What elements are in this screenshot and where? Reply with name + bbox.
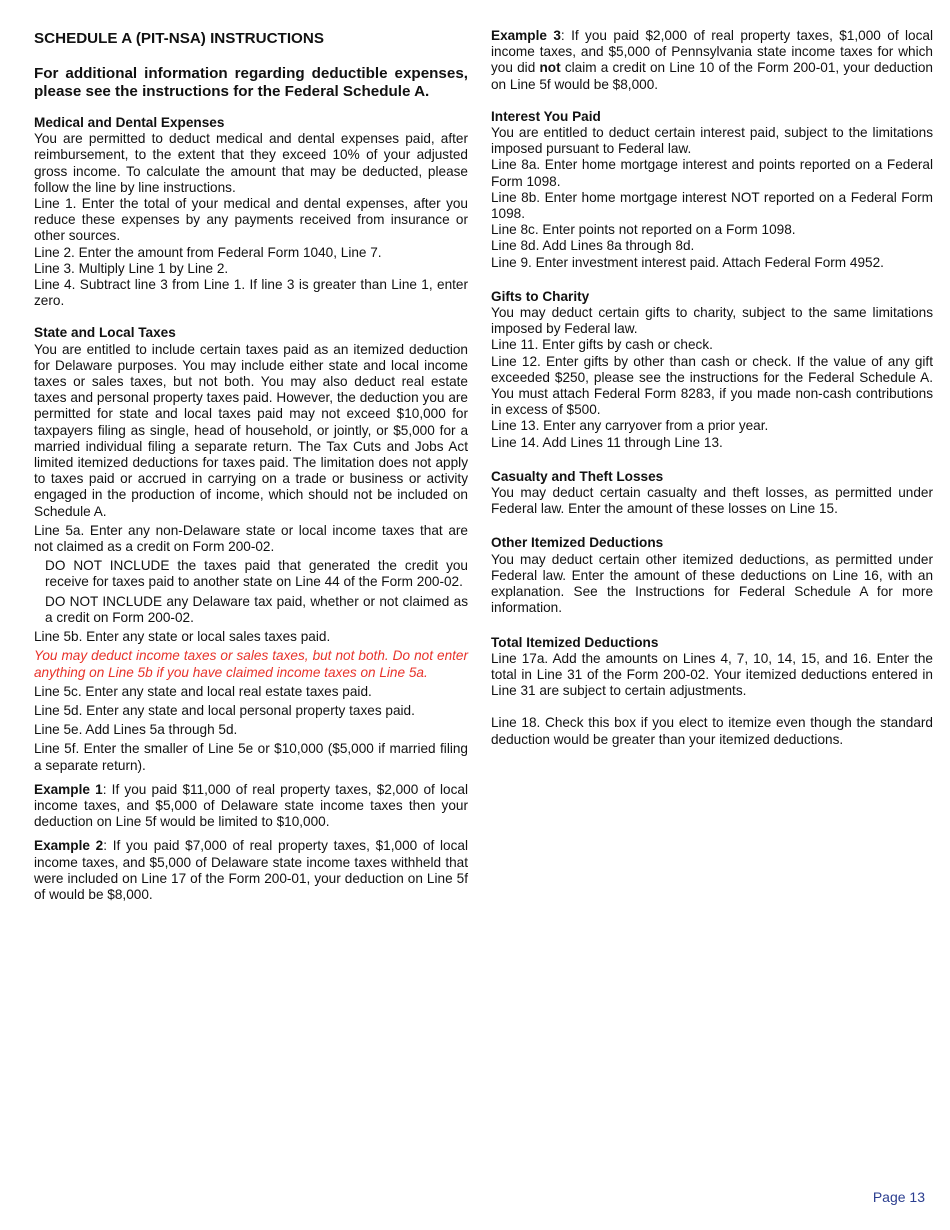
gifts-line14: Line 14. Add Lines 11 through Line 13.	[491, 434, 723, 450]
total-line18: Line 18. Check this box if you elect to itemize even though the standard deduction would be greater than your itemized deductions.	[491, 715, 933, 747]
example-1-text: : If you paid $11,000 of real property taxes, $2,000 of local income taxes, and $5,000 of Delaware state income taxes then your deduction on Line 5f would be limited to $10,000.	[34, 781, 468, 830]
example-1	[34, 782, 468, 831]
taxes-line5d: Line 5d. Enter any state and local personal property taxes paid.	[34, 702, 415, 718]
example-3-bold: not	[539, 60, 561, 76]
example-1-label: Example 1	[34, 781, 103, 797]
example-3-label: Example 3	[491, 28, 561, 43]
taxes-line5b: Line 5b. Enter any state or local sales taxes paid.	[34, 629, 331, 645]
interest-line8d: Line 8d. Add Lines 8a through 8d.	[491, 238, 695, 254]
taxes-note-1: DO NOT INCLUDE the taxes paid that generated the credit you receive for taxes paid to another state on Line 44 of the Form 200-02.	[45, 558, 468, 590]
gifts-line12: Line 12. Enter gifts by other than cash or check. If the value of any gift exceeded $250, please see the instructions for the Federal Schedule A. You must attach Federal Form 8283, if you made non-cash contributions in excess of $500.	[491, 353, 933, 418]
medical-intro: You are permitted to deduct medical and dental expenses paid, after reimbursement, to the extent that they exceed 10% of your adjusted gross income. To calculate the amount that may be deducted, please follow the line by line instructions.	[34, 131, 468, 195]
taxes-note-2: DO NOT INCLUDE any Delaware tax paid, whether or not claimed as a credit on Form 200-02.	[45, 593, 468, 625]
interest-line8c: Line 8c. Enter points not reported on a Form 1098.	[491, 222, 796, 238]
page-number: Page 13	[872, 1189, 925, 1205]
taxes-line5e: Line 5e. Add Lines 5a through 5d.	[34, 722, 238, 738]
taxes-warning: You may deduct income taxes or sales taxes, but not both. Do not enter anything on Line 5b if you have claimed income taxes on Line 5a.	[34, 648, 468, 680]
example-2-text: : If you paid $7,000 of real property taxes, $1,000 of local income taxes, and $5,000 of Delaware state income taxes withheld that were included on Line 17 of the Form 200-01, your deduction on Line 5f of would be $8,000.	[34, 838, 468, 902]
example-2	[34, 838, 468, 903]
casualty-text: You may deduct certain casualty and theft losses, as permitted under Federal law. Enter the amount of these losses on Line 15.	[491, 485, 933, 517]
taxes-heading: State and Local Taxes	[34, 325, 176, 341]
total-line17a: Line 17a. Add the amounts on Lines 4, 7, 10, 14, 15, and 16. Enter the total in Line 31 of the Form 200-02. Your itemized deductions entered in Line 31 are subject to certain adjustments.	[491, 650, 933, 699]
medical-line1: Line 1. Enter the total of your medical and dental expenses, after you reduce these expenses by any payments received from insurance or other sources.	[34, 196, 468, 244]
medical-line2: Line 2. Enter the amount from Federal Form 1040, Line 7.	[34, 244, 382, 260]
example-3-text-a: : If you paid $2,000 of real property taxes, $1,000 of local income taxes, and $5,000 of Pennsylvania state income taxes for which you did	[491, 28, 933, 76]
casualty-heading: Casualty and Theft Losses	[491, 468, 664, 484]
taxes-line5f: Line 5f. Enter the smaller of Line 5e or $10,000 ($5,000 if married filing a separate return).	[34, 741, 468, 773]
interest-line8a: Line 8a. Enter home mortgage interest and points reported on a Federal Form 1098.	[491, 157, 933, 189]
interest-line9: Line 9. Enter investment interest paid. Attach Federal Form 4952.	[491, 254, 884, 270]
left-column	[34, 28, 468, 903]
taxes-line5a: Line 5a. Enter any non-Delaware state or local income taxes that are not claimed as a credit on Form 200-02.	[34, 522, 468, 555]
total-deductions-heading: Total Itemized Deductions	[491, 634, 659, 650]
taxes-intro: You are entitled to include certain taxes paid as an itemized deduction for Delaware purposes. You may include either state and local income taxes or sales taxes, but not both. You may also deduct real estate taxes and personal property taxes paid. However, the deduction you are permitted for state and local taxes paid may not exceed $10,000 for taxpayers filing as single, head of household, or jointly, or $5,000 for a married individual filing a separate return. The Tax Cuts and Jobs Act limited itemized deductions for taxes paid. The limitation does not apply to taxes paid or accrued in carrying on a trade or business or activity engaged in the production of income, which should not be included on Schedule A.	[34, 341, 468, 519]
gifts-line13: Line 13. Enter any carryover from a prior year.	[491, 418, 769, 434]
medical-line3: Line 3. Multiply Line 1 by Line 2.	[34, 260, 229, 276]
taxes-line5c: Line 5c. Enter any state and local real estate taxes paid.	[34, 683, 372, 699]
other-deductions-text: You may deduct certain other itemized deductions, as permitted under Federal law. Enter the amount of these deductions on Line 16, with an explanation. See the Instructions for Federal Schedule A for more information.	[491, 551, 933, 616]
example-2-label: Example 2	[34, 838, 104, 854]
interest-line8b: Line 8b. Enter home mortgage interest NOT reported on a Federal Form 1098.	[491, 189, 933, 222]
interest-intro: You are entitled to deduct certain interest paid, subject to the limitations imposed pursuant to Federal law.	[491, 125, 933, 157]
other-deductions-heading: Other Itemized Deductions	[491, 535, 664, 551]
gifts-heading: Gifts to Charity	[491, 288, 590, 304]
schedule-subtitle: For additional information regarding deductible expenses, please see the instructions for the Federal Schedule A.	[34, 65, 468, 100]
right-column	[491, 28, 933, 748]
medical-line4: Line 4. Subtract line 3 from Line 1. If line 3 is greater than Line 1, enter zero.	[34, 277, 468, 309]
gifts-line11: Line 11. Enter gifts by cash or check.	[491, 337, 713, 353]
gifts-intro: You may deduct certain gifts to charity, subject to the same limitations imposed by Federal law.	[491, 305, 933, 337]
example-3	[491, 28, 933, 93]
example-3-text-b: claim a credit on Line 10 of the Form 200-01, your deduction on Line 5f would be $8,000.	[491, 60, 933, 92]
medical-heading: Medical and Dental Expenses	[34, 115, 225, 130]
schedule-title: SCHEDULE A (PIT-NSA) INSTRUCTIONS	[34, 30, 324, 47]
interest-heading: Interest You Paid	[491, 108, 601, 124]
